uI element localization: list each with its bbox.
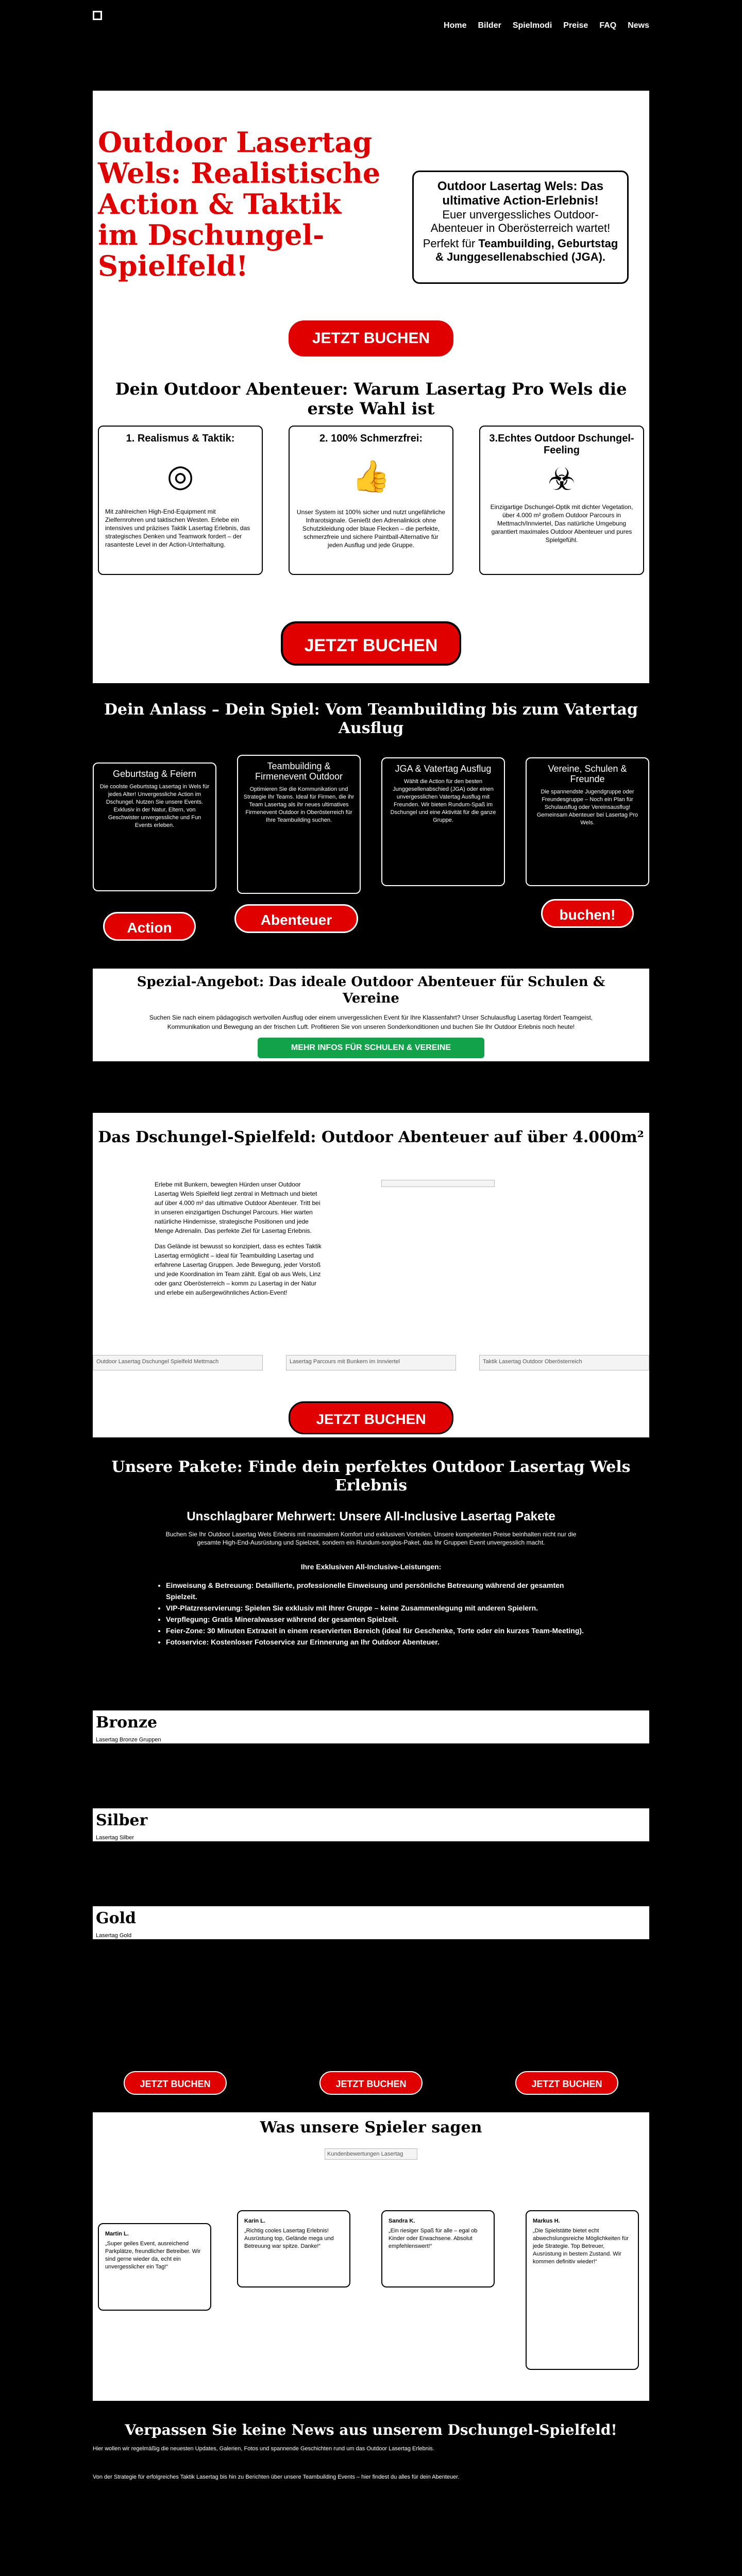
occasion-adventure-button[interactable]: Abenteuer	[234, 904, 358, 933]
occasion-card-text: Optimieren Sie die Kommunikation und Strategie Ihr Teams. Ideal für Firmen, die ihr Team Lasertag als ihr neues ultimatives Firmenevent Outdoor in Oberösterreich für Ihre Teambuilding suchen.	[243, 786, 355, 823]
why-card-3	[479, 426, 644, 575]
occasion-card-4	[526, 757, 649, 886]
why-card-text: Einzigartige Dschungel-Optik mit dichter Vegetation, über 4.000 m² großem Outdoor Parcours in Mettmach/Innviertel, Das natürliche Umgebung garantiert maximales Outdoor Abenteuer und pures Spielgefühl.	[490, 503, 633, 544]
nav-news[interactable]: News	[628, 21, 649, 30]
field-caption-2: Lasertag Parcours mit Bunkern im Innviertel	[290, 1359, 400, 1365]
field-book-button[interactable]: JETZT BUCHEN	[289, 1401, 453, 1434]
special-info-button[interactable]: MEHR INFOS FÜR SCHULEN & VEREINE	[258, 1038, 484, 1058]
inclusion-item: • VIP-Platzreservierung: Spielen Sie exklusiv mit Ihrer Gruppe – keine Zusammenlegung mit anderen Spielern.	[166, 1602, 587, 1614]
special-title: Spezial-Angebot: Das ideale Outdoor Abenteuer für Schulen & Vereine	[137, 974, 605, 1006]
hero-info-box	[412, 171, 629, 284]
special-text: Suchen Sie nach einem pädagogisch wertvollen Ausflug oder einem unvergesslichen Event für Ihre Klassenfahrt? Unser Schulausflug Lasertag fördert Teamgeist, Kommunikation und Bewegung an der frischen Luft. Profitieren Sie von unseren Sonderkonditionen und buchen Sie Ihr Outdoor Erlebnis noch heute!	[149, 1014, 593, 1030]
why-card-title: 1. Realismus & Taktik:	[126, 433, 235, 444]
field-text-col	[155, 1180, 325, 1297]
review-card	[237, 2210, 350, 2287]
occasion-book-button[interactable]: buchen!	[541, 899, 634, 928]
silber-book-button[interactable]: JETZT BUCHEN	[319, 2071, 423, 2095]
special-offer-section	[93, 969, 649, 1061]
reviews-section	[93, 2112, 649, 2401]
review-author: Markus H.	[533, 2218, 560, 2224]
gold-book-button[interactable]: JETZT BUCHEN	[515, 2071, 618, 2095]
tier-silber	[93, 1808, 649, 1841]
reviews-image	[325, 2148, 417, 2160]
why-card-title: 2. 100% Schmerzfrei:	[319, 433, 423, 444]
field-text-1: Erlebe mit Bunkern, bewegten Hürden unser Outdoor Lasertag Wels Spielfeld liegt zentral in Mettmach und bietet auf über 4.000 m² das ultimative Outdoor Abenteuer. Tritt bei in unseren einzigartigen Dschungel Parcours. Hier warten natürliche Hindernisse, strategische Positionen und jede Menge Adrenalin. Das perfekte Ziel für Lasertag Erlebnis.	[155, 1181, 321, 1234]
news-text: Hier wollen wir regelmäßig die neuesten Updates, Galerien, Fotos und spannende Geschichten rund um das Outdoor Lasertag Erlebnis.	[93, 2446, 434, 2452]
review-text: „Ein riesiger Spaß für alle – egal ob Kinder oder Erwachsene. Absolut empfehlenswert!“	[389, 2228, 478, 2249]
nav-preise[interactable]: Preise	[563, 21, 588, 30]
tier-name: Gold	[96, 1909, 137, 1927]
why-card-title: 3.Echtes Outdoor Dschungel-Feeling	[489, 433, 634, 456]
hero-box-text-1: Euer unvergessliches Outdoor-Abenteuer in Oberösterreich wartet!	[430, 208, 611, 234]
why-book-button[interactable]: JETZT BUCHEN	[281, 621, 461, 666]
tier-image-caption: Lasertag Bronze Gruppen	[96, 1737, 161, 1743]
packages-inclusions	[155, 1561, 587, 1648]
tier-name: Silber	[96, 1811, 148, 1829]
field-image-main	[381, 1180, 495, 1187]
hero-box-text-2-bold: Teambuilding, Geburtstag & Junggesellenabschied (JGA).	[435, 237, 618, 263]
reviews-title: Was unsere Spieler sagen	[260, 2119, 482, 2137]
hero-section	[93, 91, 649, 683]
field-caption-3: Taktik Lasertag Outdoor Oberösterreich	[483, 1359, 582, 1365]
nav-home[interactable]: Home	[444, 21, 467, 30]
field-title: Das Dschungel-Spielfeld: Outdoor Abenteuer auf über 4.000m²	[98, 1128, 644, 1146]
review-text: „Super geiles Event, ausreichend Parkplätze, freundlicher Betreiber. Wir sind gerne wieder da, echt ein unvergesslicher ein Tag!“	[105, 2241, 201, 2270]
why-card-1	[98, 426, 263, 575]
field-caption-1: Outdoor Lasertag Dschungel Spielfeld Mettmach	[96, 1359, 219, 1365]
review-text: „Richtig cooles Lasertag Erlebnis! Ausrüstung top, Gelände mega und Betreuung war spitze. Danke!“	[244, 2228, 334, 2249]
hero-title: Outdoor Lasertag Wels: Realistische Action & Taktik im Dschungel-Spielfeld!	[98, 126, 381, 282]
bronze-book-button[interactable]: JETZT BUCHEN	[124, 2071, 227, 2095]
biohazard-icon: ☣	[548, 462, 576, 497]
field-section	[93, 1113, 649, 1437]
news-title: Verpassen Sie keine News aus unserem Dschungel-Spielfeld!	[125, 2421, 617, 2438]
tier-image-caption: Lasertag Gold	[96, 1933, 132, 1939]
reviews-image-caption: Kundenbewertungen Lasertag	[327, 2151, 403, 2157]
thumbs-up-icon: 👍	[351, 459, 391, 494]
logo[interactable]	[93, 11, 102, 20]
occasion-card-text: Die coolste Geburtstag Lasertag in Wels für jedes Alter! Unvergessliche Action im Dschungel. Nutzen Sie unsere Events. Exklusiv in der Natur, Eltern, von Geschwister unvergessliche und Fun Events erleben.	[99, 784, 210, 828]
occasion-card-title: JGA & Vatertag Ausflug	[395, 764, 492, 774]
inclusion-item: • Einweisung & Betreuung: Detaillierte, professionelle Einweisung und persönliche Betreuung während der gesamten Spielzeit.	[166, 1580, 587, 1602]
hero-box-text-2: Perfekt für	[423, 237, 479, 250]
occasion-card-2	[237, 755, 361, 894]
hero-box-heading: Outdoor Lasertag Wels: Das ultimative Action-Erlebnis!	[437, 179, 604, 208]
tier-gold	[93, 1906, 649, 1939]
occasion-card-title: Vereine, Schulen & Freunde	[548, 764, 627, 784]
occasion-card-3	[381, 757, 505, 886]
field-image-3	[479, 1355, 649, 1370]
hero-book-button[interactable]: JETZT BUCHEN	[289, 320, 453, 357]
inclusion-item: • Feier-Zone: 30 Minuten Extrazeit in einem reservierten Bereich (ideal für Geschenke, Torte oder ein kurzes Team-Meeting).	[166, 1625, 587, 1636]
field-text-2: Das Gelände ist bewusst so konzipiert, dass es echtes Taktik Lasertag ermöglicht – ideal für Teambuilding Lasertag und erfahrene Lasertag Gruppen. Jede Bewegung, jeder Vorstoß und jede Koordination im Team zählt. Egal ob aus Wels, Linz oder ganz Oberösterreich – komm zu Lasertag in der Natur und erlebe ein außergewöhnliches Action-Event!	[155, 1243, 322, 1296]
occasion-card-title: Geburtstag & Feiern	[112, 769, 197, 779]
tier-name: Bronze	[96, 1714, 158, 1732]
why-card-text: Mit zahlreichen High-End-Equipment mit Zielfernrohren und taktischen Westen. Erlebe ein intensives und präzises Taktik Lasertag Erlebnis, das strategisches Denken und Teamwork fordert – der rasanteste Level in der Action-Unterhaltung.	[105, 508, 250, 548]
news-text-2: Von der Strategie für erfolgreiches Taktik Lasertag bis hin zu Berichten über unsere Teambuilding Events – hier findest du alles für dein Abenteuer.	[93, 2474, 460, 2480]
packages-subtitle: Unschlagbarer Mehrwert: Unsere All-Inclusive Lasertag Pakete	[187, 1510, 555, 1523]
field-image-2	[286, 1355, 456, 1370]
main-nav	[444, 21, 649, 30]
why-card-text: Unser System ist 100% sicher und nutzt ungefährliche Infrarotsignale. Genießt den Adrenalinkick ohne Schutzkleidung oder blaue Flecken – die perfekte, schmerzfreie und sichere Paintball-Alternative für jeden Ausflug und jede Gruppe.	[296, 509, 446, 549]
review-author: Karin L.	[244, 2218, 265, 2224]
occasion-action-button[interactable]: Action	[103, 912, 196, 941]
header	[0, 0, 742, 52]
occasion-title: Dein Anlass – Dein Spiel: Vom Teambuilding bis zum Vatertag Ausflug	[104, 701, 638, 737]
inclusion-item: • Verpflegung: Gratis Mineralwasser während der gesamten Spielzeit.	[166, 1614, 587, 1625]
why-card-2	[289, 426, 453, 575]
tier-image-caption: Lasertag Silber	[96, 1835, 134, 1841]
inclusion-item: • Fotoservice: Kostenloser Fotoservice zur Erinnerung an Ihr Outdoor Abenteuer.	[166, 1636, 587, 1648]
occasion-card-1	[93, 762, 216, 891]
nav-faq[interactable]: FAQ	[599, 21, 617, 30]
review-author: Martin L.	[105, 2231, 129, 2237]
tier-bronze	[93, 1710, 649, 1743]
why-title: Dein Outdoor Abenteuer: Warum Lasertag Pro Wels die erste Wahl ist	[115, 379, 627, 418]
occasion-card-title: Teambuilding & Firmenevent Outdoor	[255, 761, 343, 782]
packages-intro: Buchen Sie Ihr Outdoor Lasertag Wels Erlebnis mit maximalem Komfort und exklusiven Vorteilen. Unsere kompetenten Preise beinhalten nicht nur die gesamte High-End-Ausrüstung und Spielzeit, sondern ein Rundum-sorglos-Paket, das Ihr Gruppen Event unvergesslich macht.	[165, 1531, 577, 1546]
review-card	[526, 2210, 639, 2370]
field-image-1	[93, 1355, 263, 1370]
packages-title: Unsere Pakete: Finde dein perfektes Outdoor Lasertag Wels Erlebnis	[111, 1458, 631, 1495]
nav-spielmodi[interactable]: Spielmodi	[512, 21, 552, 30]
nav-bilder[interactable]: Bilder	[478, 21, 501, 30]
packages-incl-heading: Ihre Exklusiven All-Inclusive-Leistungen:	[300, 1563, 442, 1571]
occasion-card-text: Wählt die Action für den besten Junggesellenabschied (JGA) oder einen unvergesslichen Vatertag Ausflug mit Freunden. Wir bieten Rundum-Spaß im Dschungel und eine Aktivität für die ganze Gruppe.	[390, 778, 496, 823]
review-text: „Die Spielstätte bietet echt abwechslungsreiche Möglichkeiten für jede Strategie. Top Betreuer, Ausrüstung in bestem Zustand. Wir kommen definitiv wieder!“	[533, 2228, 629, 2265]
review-card	[381, 2210, 495, 2287]
review-card	[98, 2223, 211, 2311]
target-icon: ◎	[166, 459, 194, 493]
occasion-card-text: Die spannendste Jugendgruppe oder Freundesgruppe – Noch ein Plan für Schulausflug oder Vereinsausflug! Gemeinsam Abenteuer bei Lasertag Pro Wels.	[536, 789, 638, 826]
review-author: Sandra K.	[389, 2218, 415, 2224]
